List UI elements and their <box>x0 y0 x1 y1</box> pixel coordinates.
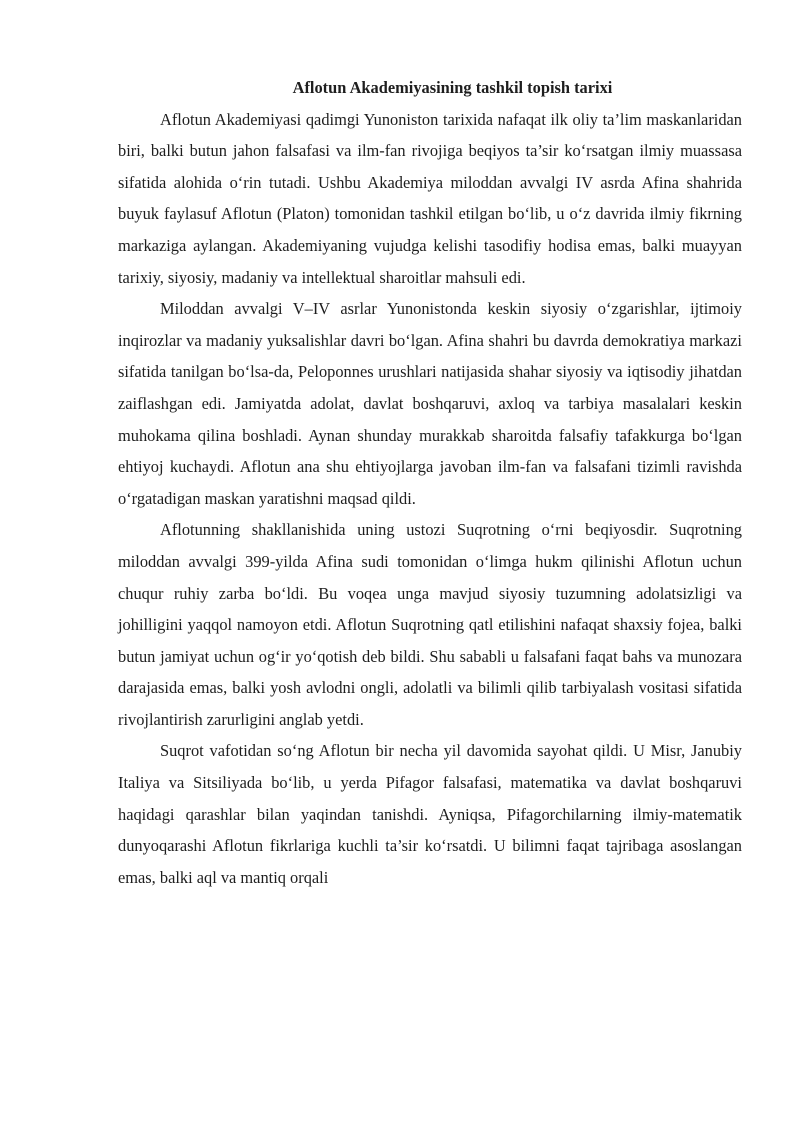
document-title: Aflotun Akademiyasining tashkil topish tarixi <box>292 78 613 97</box>
paragraph-2: Miloddan avvalgi V–IV asrlar Yunonistonda keskin siyosiy o‘zgarishlar, ijtimoiy inqirozlar va madaniy yuksalishlar davri bo‘lgan. Afina shahri bu davrda demokratiya markazi sifatida tanilgan bo‘lsa-da, Peloponnes urushlari natijasida shahar siyosiy va iqtisodiy jihatdan zaiflashgan edi. Jamiyatda adolat, davlat boshqaruvi, axloq va tarbiya masalalari keskin muhokama qilina boshladi. Aynan shunday murakkab sharoitda falsafiy tafakkurga bo‘lgan ehtiyoj kuchaydi. Aflotun ana shu ehtiyojlarga javoban ilm-fan va falsafani tizimli ravishda o‘rgatadigan maskan yaratishni maqsad qildi. <box>118 299 742 508</box>
paragraph-3: Aflotunning shakllanishida uning ustozi Suqrotning o‘rni beqiyosdir. Suqrotning miloddan avvalgi 399-yilda Afina sudi tomonidan o‘limga hukm qilinishi Aflotun uchun chuqur ruhiy zarba bo‘ldi. Bu voqea unga mavjud siyosiy tuzumning adolatsizligi va johilligini yaqqol namoyon etdi. Aflotun Suqrotning qatl etilishini nafaqat shaxsiy fojea, balki butun jamiyat uchun og‘ir yo‘qotish deb bildi. Shu sababli u falsafani faqat bahs va munozara darajasida emas, balki yosh avlodni ongli, adolatli va bilimli qilib tarbiyalash vositasi sifatida rivojlantirish zarurligini anglab yetdi. <box>118 520 742 729</box>
paragraph-4: Suqrot vafotidan so‘ng Aflotun bir necha yil davomida sayohat qildi. U Misr, Janubiy Italiya va Sitsiliyada bo‘lib, u yerda Pifagor falsafasi, matematika va davlat boshqaruvi haqidagi qarashlar bilan yaqindan tanishdi. Ayniqsa, Pifagorchilarning ilmiy-matematik dunyoqarashi Aflotun fikrlariga kuchli ta’sir ko‘rsatdi. U bilimni faqat tajribaga asoslangan emas, balki aql va mantiq orqali <box>118 741 742 887</box>
document-body <box>118 72 742 893</box>
paragraph-1: Aflotun Akademiyasi qadimgi Yunoniston tarixida nafaqat ilk oliy ta’lim maskanlaridan biri, balki butun jahon falsafasi va ilm-fan rivojiga beqiyos ta’sir ko‘rsatgan ilmiy muassasa sifatida alohida o‘rin tutadi. Ushbu Akademiya miloddan avvalgi IV asrda Afina shahrida buyuk faylasuf Aflotun (Platon) tomonidan tashkil etilgan bo‘lib, u o‘z davrida ilmiy fikrning markaziga aylangan. Akademiyaning vujudga kelishi tasodifiy hodisa emas, balki muayyan tarixiy, siyosiy, madaniy va intellektual sharoitlar mahsuli edi. <box>118 109 742 287</box>
